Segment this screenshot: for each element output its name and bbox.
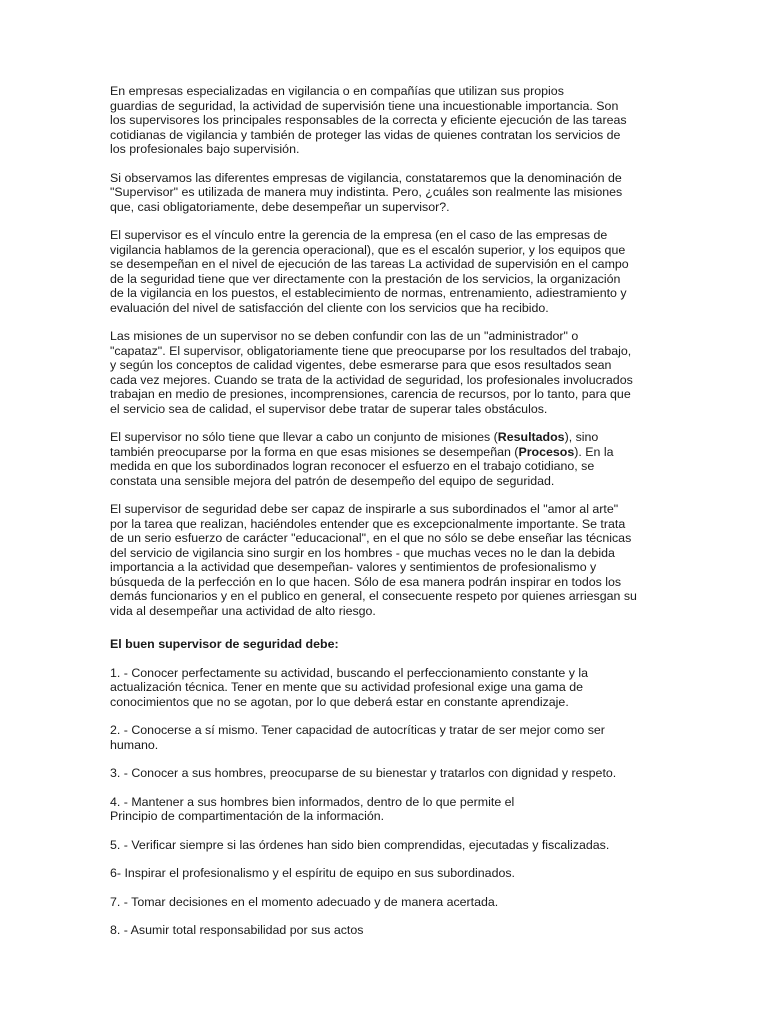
list-item: 7. - Tomar decisiones en el momento adecuado y de manera acertada. <box>110 894 499 909</box>
paragraph-results-processes <box>110 430 660 488</box>
list-item: 8. - Asumir total responsabilidad por sus actos <box>110 923 364 937</box>
bold-term-processes: Procesos <box>518 444 575 459</box>
text-segment: ). En la medida en que los subordinados logran reconocer el esfuerzo en el trabajo cotidiano, se constata una sensible mejora del patrón de desempeño del equipo de seguridad. <box>110 444 614 488</box>
paragraph-supervisor-denomination: Si observamos las diferentes empresas de vigilancia, constataremos que la denominación de "Supervisor" es utilizada de manera muy indistinta. Pero, ¿cuáles son realmente las misiones que, casi obligatoriamente, debe desempeñar un supervisor?. <box>110 170 623 214</box>
list-item: 6- Inspirar el profesionalismo y el espíritu de equipo en sus subordinados. <box>110 866 515 880</box>
text-segment: El supervisor no sólo tiene que llevar a cabo un conjunto de misiones ( <box>110 430 498 444</box>
document-page <box>110 84 660 952</box>
text-segment: ), sino también preocuparse por la forma en que esas misiones se desempeñan ( <box>110 430 599 459</box>
list-item: 1. - Conocer perfectamente su actividad, buscando el perfeccionamiento constante y la actualización técnica. Tener en mente que su actividad profesional exige una gama de conocimientos que no se agotan, por lo que deberá estar en constante aprendizaje. <box>110 665 589 709</box>
paragraph-inspire: El supervisor de seguridad debe ser capaz de inspirarle a sus subordinados el "amor al arte" por la tarea que realizan, haciéndoles entender que es excepcionalmente importante. Se trata de un serio esfuerzo de carácter "educacional", en el que no sólo se debe enseñar las técnicas del servicio de vigilancia sino surgir en los hombres - que muchas veces no le dan la debida importancia a la actividad que desempeñan- valores y sentimientos de profesionalismo y búsqueda de la perfección en lo que hacen. Sólo de esa manera podrán inspirar en todos los demás funcionarios y en el publico en general, el consecuente respeto por quienes arriesgan su vida al desempeñar una actividad de alto riesgo. <box>110 502 637 618</box>
list-item: 3. - Conocer a sus hombres, preocuparse de su bienestar y tratarlos con dignidad y respeto. <box>110 766 617 780</box>
list-item: 5. - Verificar siempre si las órdenes han sido bien comprendidas, ejecutadas y fiscalizadas. <box>110 837 610 852</box>
bold-term-results: Resultados <box>497 430 565 444</box>
list-item: 4. - Mantener a sus hombres bien informados, dentro de lo que permite el Principio de compartimentación de la información. <box>110 794 515 823</box>
paragraph-supervisor-link: El supervisor es el vínculo entre la gerencia de la empresa (en el caso de las empresas de vigilancia hablamos de la gerencia operacional), que es el escalón superior, y los equipos que se desempeñan en el nivel de ejecución de las tareas La actividad de supervisión en el campo de la seguridad tiene que ver directamente con la prestación de los servicios, la organización de la vigilancia en los puestos, el establecimiento de normas, entrenamiento, adiestramiento y evaluación del nivel de satisfacción del cliente con los servicios que ha recibido. <box>110 228 629 315</box>
list-item: 2. - Conocerse a sí mismo. Tener capacidad de autocríticas y tratar de ser mejor como ser humano. <box>110 723 605 752</box>
list-heading: El buen supervisor de seguridad debe: <box>110 637 339 651</box>
paragraph-intro: En empresas especializadas en vigilancia o en compañías que utilizan sus propios guardias de seguridad, la actividad de supervisión tiene una incuestionable importancia. Son los supervisores los principales responsables de la correcta y eficiente ejecución de las tareas cotidianas de vigilancia y también de proteger las vidas de quienes contratan los servicios de los profesionales bajo supervisión. <box>110 84 627 156</box>
paragraph-supervisor-missions: Las misiones de un supervisor no se deben confundir con las de un "administrador" o "capataz". El supervisor, obligatoriamente tiene que preocuparse por los resultados del trabajo, y según los conceptos de calidad vigentes, debe esmerarse para que esos resultados sean cada vez mejores. Cuando se trata de la actividad de seguridad, los profesionales involucrados trabajan en medio de presiones, incomprensiones, carencia de recursos, por lo tanto, para que el servicio sea de calidad, el supervisor debe tratar de superar tales obstáculos. <box>110 329 633 416</box>
